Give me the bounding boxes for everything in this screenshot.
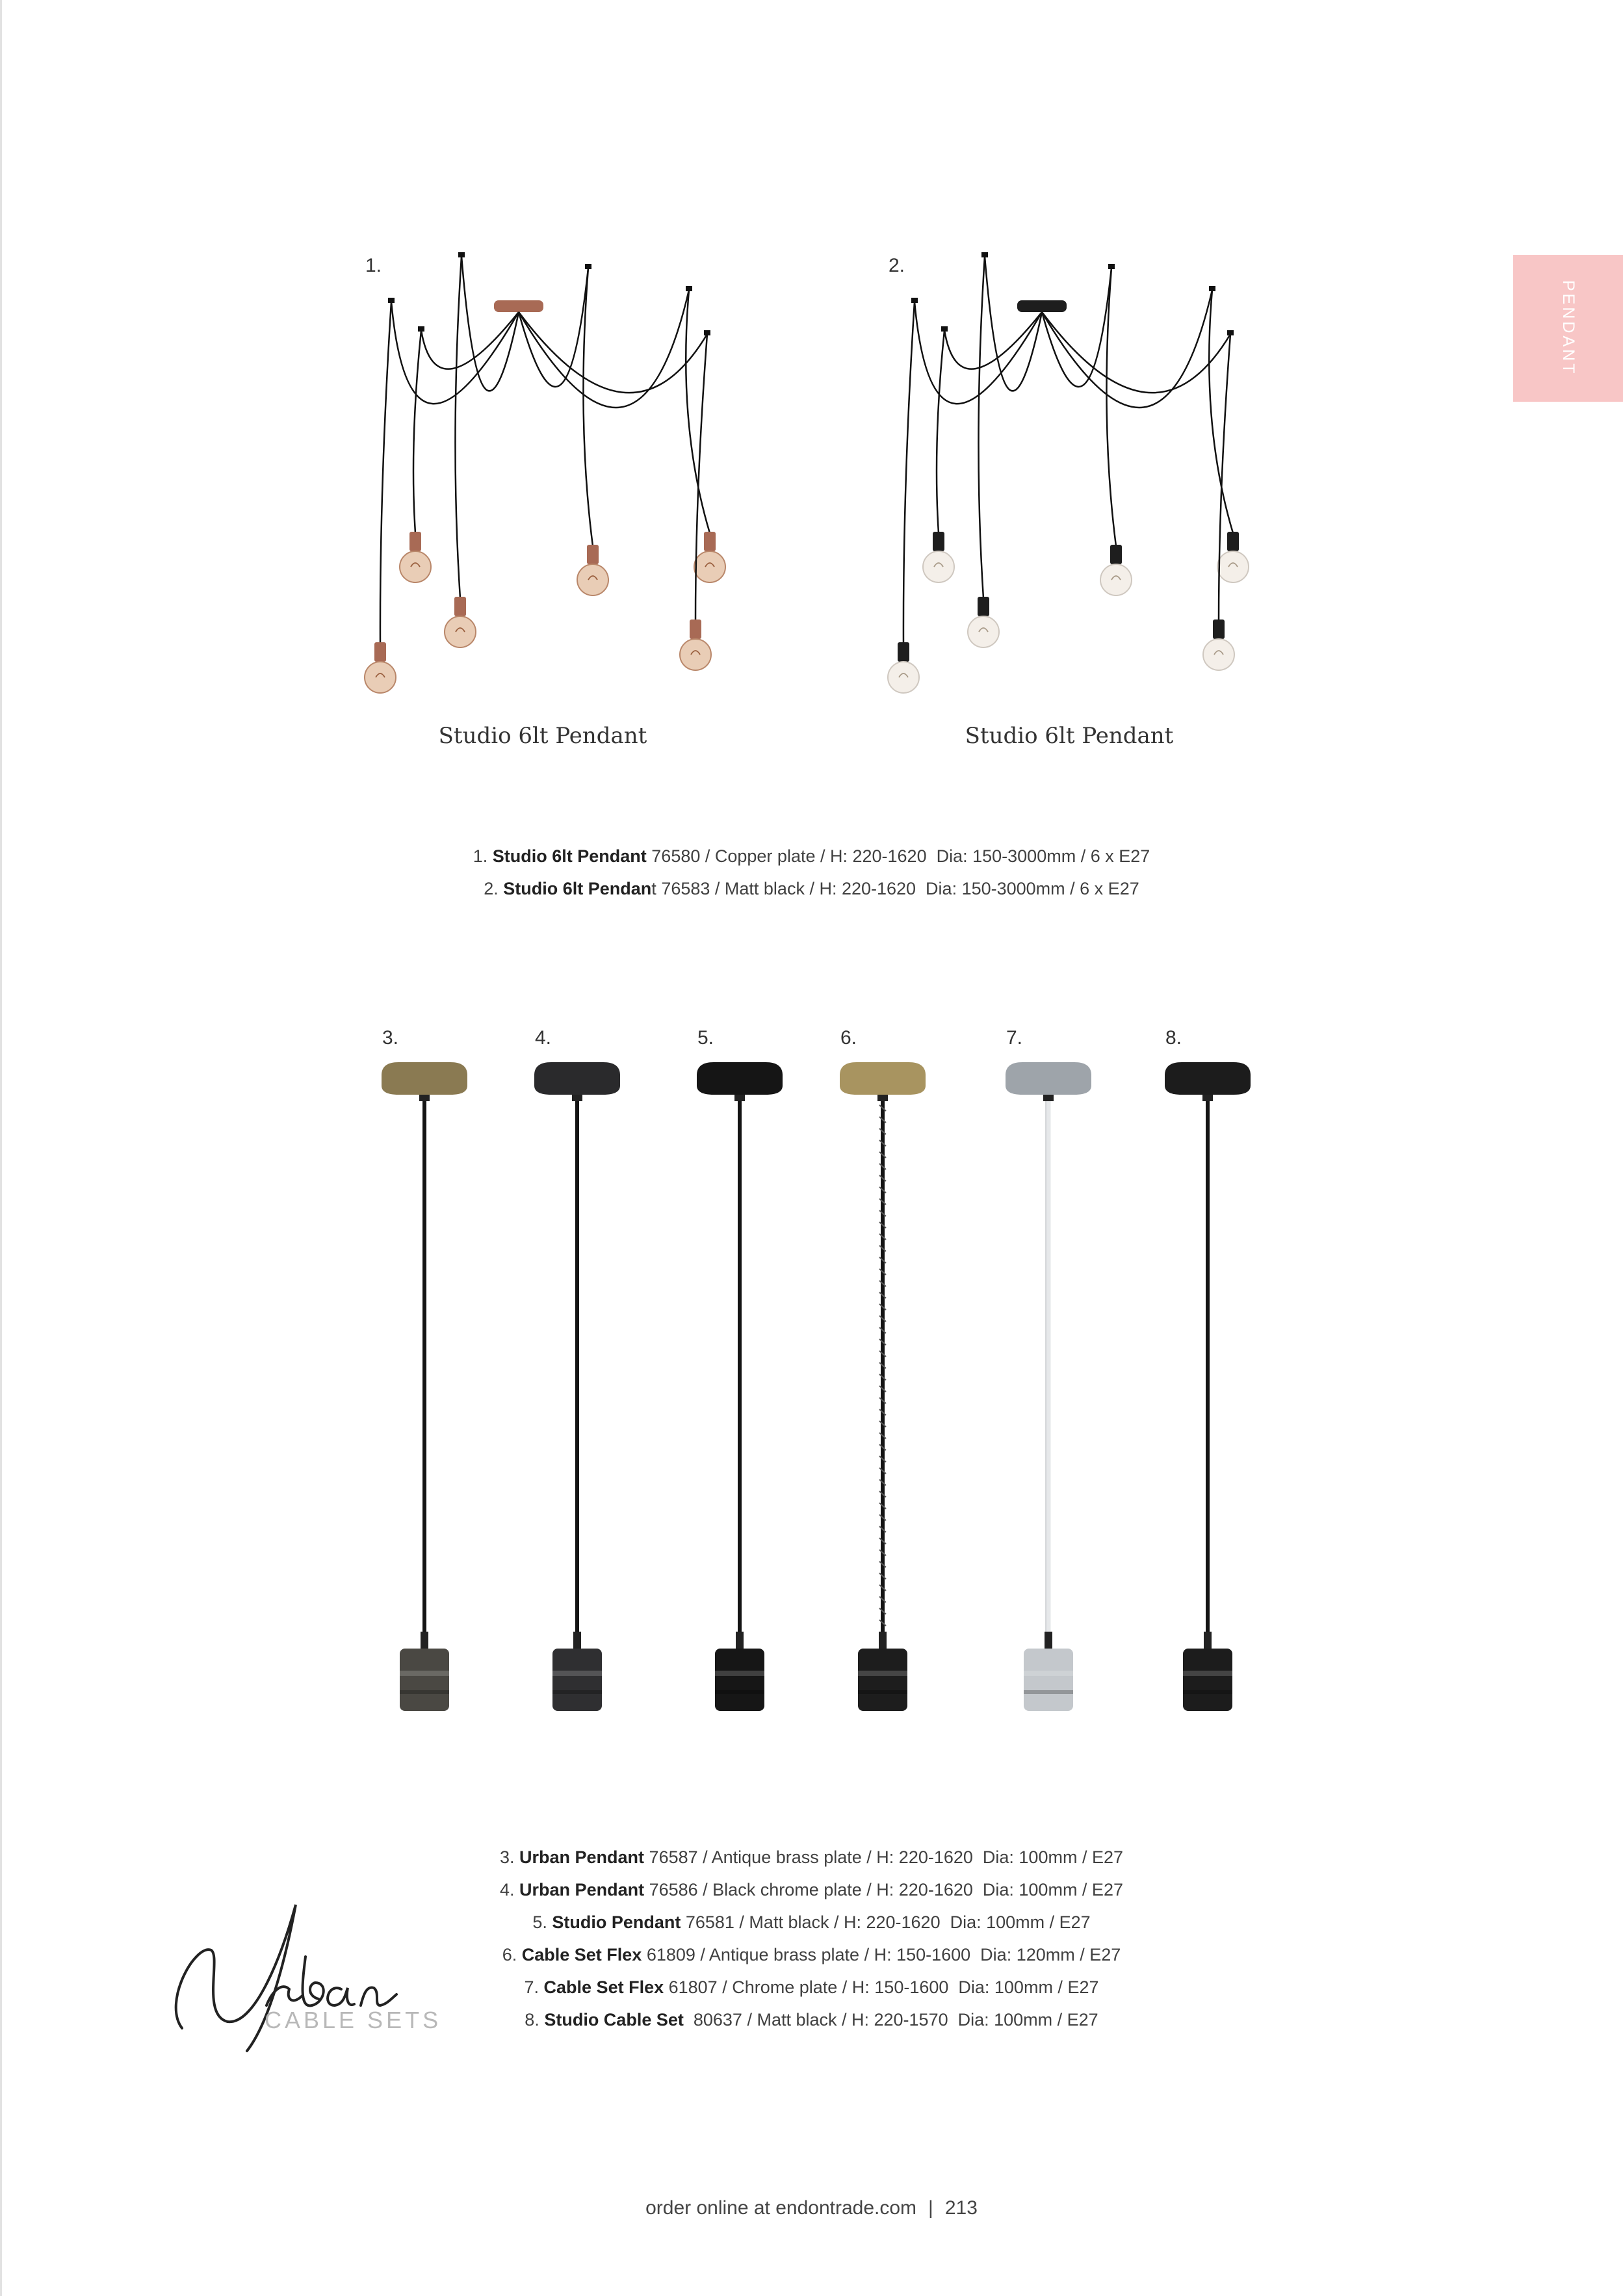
product-caption-1: Studio 6lt Pendant bbox=[438, 723, 647, 749]
bulb bbox=[694, 551, 725, 582]
cord-grip bbox=[734, 1095, 745, 1101]
cord-grip bbox=[419, 1095, 430, 1101]
section-tab-label: PENDANT bbox=[1559, 280, 1578, 376]
product-name-5: Studio Pendant bbox=[552, 1912, 681, 1932]
bulb bbox=[680, 639, 711, 670]
holder-neck bbox=[736, 1632, 744, 1649]
footer-separator: | bbox=[928, 2197, 933, 2219]
brand-subtitle: CABLE SETS bbox=[265, 2007, 442, 2033]
holder-band bbox=[715, 1690, 764, 1694]
lamp-holder bbox=[400, 1649, 449, 1711]
urban-script-logo bbox=[156, 1885, 435, 2067]
cable-set-image-8 bbox=[1163, 1060, 1267, 1723]
holder-band bbox=[1183, 1690, 1232, 1694]
product-number-2: 2. bbox=[889, 255, 905, 276]
holder-band bbox=[1183, 1671, 1232, 1676]
holder-neck bbox=[1204, 1632, 1212, 1649]
ceiling-rose bbox=[697, 1062, 783, 1095]
page-footer bbox=[0, 2197, 1623, 2219]
bulb bbox=[923, 551, 954, 582]
drop-cable bbox=[937, 330, 944, 533]
cable-swag bbox=[944, 312, 1042, 369]
holder-band bbox=[552, 1671, 602, 1676]
cable-set-number-3: 3. bbox=[382, 1027, 399, 1049]
cable-swag bbox=[1042, 290, 1212, 408]
drop-cable bbox=[583, 268, 593, 546]
lamp-holder bbox=[978, 597, 989, 616]
cable-set-image-6 bbox=[838, 1060, 942, 1723]
top-specs bbox=[0, 840, 1623, 905]
cord-grip bbox=[572, 1095, 582, 1101]
lamp-holder bbox=[1213, 620, 1225, 639]
bulb bbox=[577, 564, 608, 595]
drop-cable bbox=[380, 302, 391, 644]
cable-swag bbox=[1042, 312, 1230, 393]
ceiling-plate bbox=[494, 300, 543, 312]
spec-line-7: 7. Cable Set Flex 61807 / Chrome plate / H: 150-1600 Dia: 100mm / E27 bbox=[524, 1977, 1099, 1997]
holder-band bbox=[858, 1671, 907, 1676]
cable-set-number-5: 5. bbox=[697, 1027, 714, 1049]
holder-band bbox=[400, 1671, 449, 1676]
spec-line-8: 8. Studio Cable Set 80637 / Matt black / H: 220-1570 Dia: 100mm / E27 bbox=[525, 2010, 1098, 2029]
lamp-holder bbox=[1227, 532, 1239, 551]
holder-neck bbox=[1045, 1632, 1052, 1649]
holder-band bbox=[858, 1690, 907, 1694]
bulb bbox=[888, 662, 919, 693]
cable-swag bbox=[391, 302, 519, 404]
lamp-holder bbox=[409, 532, 421, 551]
product-name-4: Urban Pendant bbox=[519, 1880, 645, 1899]
drop-cable bbox=[903, 302, 915, 644]
cable-set-image-3 bbox=[380, 1060, 484, 1723]
lamp-holder bbox=[715, 1649, 764, 1711]
cable-set-image-5 bbox=[695, 1060, 799, 1723]
lamp-holder bbox=[1110, 545, 1122, 564]
lamp-holder bbox=[690, 620, 701, 639]
footer-website-text: order online at endontrade.com bbox=[645, 2197, 917, 2219]
ceiling-rose bbox=[1006, 1062, 1091, 1095]
lamp-holder bbox=[454, 597, 466, 616]
ceiling-rose bbox=[534, 1062, 620, 1095]
cable-swag bbox=[519, 312, 707, 393]
bulb bbox=[400, 551, 431, 582]
spec-line-4: 4. Urban Pendant 76586 / Black chrome plate / H: 220-1620 Dia: 100mm / E27 bbox=[500, 1880, 1123, 1899]
lamp-holder bbox=[933, 532, 944, 551]
lamp-holder bbox=[898, 642, 909, 662]
cord-grip bbox=[1043, 1095, 1054, 1101]
cord-grip bbox=[1202, 1095, 1213, 1101]
bulb bbox=[1217, 551, 1249, 582]
ceiling-rose bbox=[382, 1062, 467, 1095]
holder-band bbox=[400, 1690, 449, 1694]
lamp-holder bbox=[1024, 1649, 1073, 1711]
bulb bbox=[365, 662, 396, 693]
holder-neck bbox=[421, 1632, 428, 1649]
page-number: 213 bbox=[944, 2197, 978, 2219]
product-image-studio-copper bbox=[351, 247, 754, 715]
cable-swag bbox=[1042, 268, 1111, 387]
holder-neck bbox=[573, 1632, 581, 1649]
lamp-holder bbox=[552, 1649, 602, 1711]
product-name-8: Studio Cable Set bbox=[544, 2010, 684, 2029]
spec-line-6: 6. Cable Set Flex 61809 / Antique brass plate / H: 150-1600 Dia: 120mm / E27 bbox=[502, 1945, 1121, 1964]
holder-band bbox=[552, 1690, 602, 1694]
product-caption-2: Studio 6lt Pendant bbox=[965, 723, 1174, 749]
holder-band bbox=[1024, 1671, 1073, 1676]
spec-line-1: 1. Studio 6lt Pendant 76580 / Copper plate / H: 220-1620 Dia: 150-3000mm / 6 x E27 bbox=[473, 846, 1150, 866]
bulb bbox=[445, 616, 476, 647]
cable-swag bbox=[519, 290, 689, 408]
cable-swag bbox=[915, 302, 1042, 404]
holder-band bbox=[715, 1671, 764, 1676]
lamp-holder bbox=[1183, 1649, 1232, 1711]
bulb bbox=[1100, 564, 1132, 595]
cable-set-number-4: 4. bbox=[535, 1027, 552, 1049]
cable-set-image-4 bbox=[533, 1060, 637, 1723]
lamp-holder bbox=[374, 642, 386, 662]
lamp-holder bbox=[587, 545, 599, 564]
product-number-1: 1. bbox=[365, 255, 382, 276]
cable-set-number-6: 6. bbox=[840, 1027, 857, 1049]
product-name-7: Cable Set Flex bbox=[543, 1977, 664, 1997]
ceiling-rose bbox=[1165, 1062, 1251, 1095]
spec-line-2: 2. Studio 6lt Pendant 76583 / Matt black / H: 220-1620 Dia: 150-3000mm / 6 x E27 bbox=[484, 879, 1139, 898]
drop-cable bbox=[413, 330, 421, 533]
ceiling-plate bbox=[1017, 300, 1067, 312]
drop-cable bbox=[1106, 268, 1116, 546]
product-name-3: Urban Pendant bbox=[519, 1847, 645, 1867]
cord-grip bbox=[877, 1095, 888, 1101]
product-name-2: Studio 6lt Pendan bbox=[503, 879, 652, 898]
bulb bbox=[968, 616, 999, 647]
cable-set-image-7 bbox=[1004, 1060, 1108, 1723]
product-name-1: Studio 6lt Pendant bbox=[492, 846, 647, 866]
drop-cable bbox=[455, 256, 461, 598]
spec-line-3: 3. Urban Pendant 76587 / Antique brass plate / H: 220-1620 Dia: 100mm / E27 bbox=[499, 1847, 1123, 1867]
cable-swag bbox=[421, 312, 519, 369]
holder-neck bbox=[879, 1632, 887, 1649]
product-name-6: Cable Set Flex bbox=[521, 1945, 642, 1964]
bulb bbox=[1203, 639, 1234, 670]
section-tab bbox=[1513, 255, 1623, 402]
ceiling-rose bbox=[840, 1062, 926, 1095]
spec-line-5: 5. Studio Pendant 76581 / Matt black / H: 220-1620 Dia: 100mm / E27 bbox=[532, 1912, 1091, 1932]
cable-set-number-7: 7. bbox=[1006, 1027, 1023, 1049]
drop-cable bbox=[978, 256, 985, 598]
holder-band bbox=[1024, 1690, 1073, 1694]
cable-swag bbox=[519, 268, 588, 387]
brand-script-word: Urban bbox=[156, 1885, 158, 1886]
cable-set-number-8: 8. bbox=[1165, 1027, 1182, 1049]
lamp-holder bbox=[858, 1649, 907, 1711]
product-image-studio-black bbox=[874, 247, 1277, 715]
lamp-holder bbox=[704, 532, 716, 551]
